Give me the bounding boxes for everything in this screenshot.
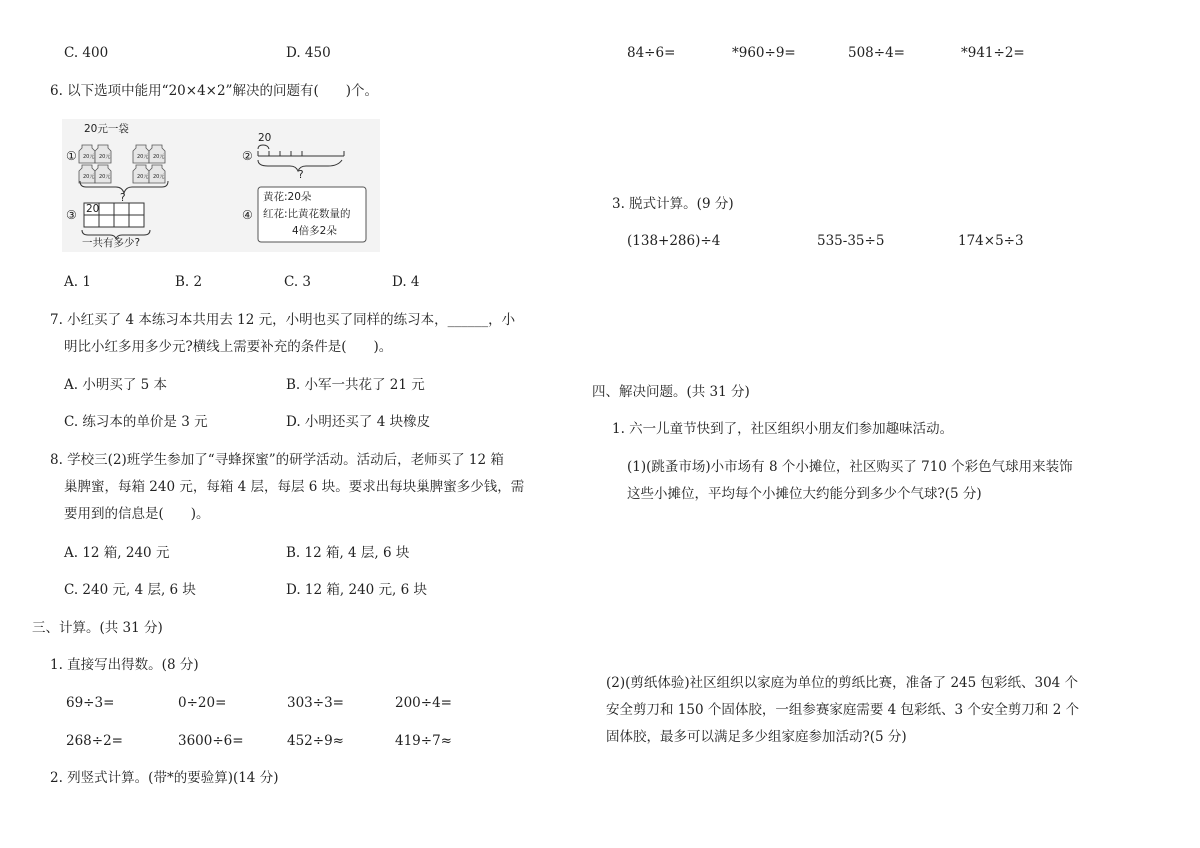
q8-option-a: A. 12 箱, 240 元	[64, 545, 170, 561]
q8-option-d: D. 12 箱, 240 元, 6 块	[286, 582, 427, 598]
box-line-2: 红花:比黄花数量的	[263, 208, 351, 220]
segment-line	[258, 145, 344, 171]
box-line-1: 黄花:20朵	[263, 191, 312, 203]
calc-sub-3: 3. 脱式计算。(9 分)	[612, 196, 734, 212]
section-3-title: 三、计算。(共 31 分)	[32, 620, 163, 636]
label-4: ④	[242, 208, 253, 222]
segment-question: ?	[298, 169, 304, 181]
label-3: ③	[66, 208, 77, 222]
step-calc-item: (138+286)÷4	[627, 233, 721, 249]
q7-line-2: 明比小红多用多少元?横线上需要补充的条件是( )。	[64, 339, 393, 355]
bag-text: 20元	[83, 174, 95, 180]
q6-option-d: D. 4	[392, 274, 420, 290]
bag-text: 20元	[137, 154, 149, 160]
calc-item: 69÷3=	[66, 695, 115, 711]
vertical-calc-item: 508÷4=	[848, 45, 905, 61]
q8-line-2: 巢脾蜜，每箱 240 元，每箱 4 层，每层 6 块。要求出每块巢脾蜜多少钱，需	[64, 479, 525, 495]
q8-line-3: 要用到的信息是( )。	[64, 506, 210, 522]
q5-option-d: D. 450	[286, 45, 331, 61]
q7-option-c: C. 练习本的单价是 3 元	[64, 414, 208, 430]
bag-text: 20元	[137, 174, 149, 180]
q8-line-1: 8. 学校三(2)班学生参加了“寻蜂探蜜”的研学活动。活动后，老师买了 12 箱	[50, 452, 504, 468]
calc-sub-1: 1. 直接写出得数。(8 分)	[50, 657, 199, 673]
vertical-calc-item: 84÷6=	[627, 45, 676, 61]
step-calc-item: 174×5÷3	[958, 233, 1024, 249]
q6-stem: 6. 以下选项中能用“20×4×2”解决的问题有( )个。	[50, 83, 378, 99]
problem-1-part-1-line-2: 这些小摊位，平均每个小摊位大约能分到多少个气球?(5 分)	[627, 486, 982, 502]
grid-caption: 一共有多少?	[82, 237, 141, 249]
q6-option-b: B. 2	[175, 274, 203, 290]
section-4-title: 四、解决问题。(共 31 分)	[592, 384, 750, 400]
q6-option-a: A. 1	[64, 274, 91, 290]
problem-1-part-2-line-1: (2)(剪纸体验)社区组织以家庭为单位的剪纸比赛，准备了 245 包彩纸、304 个	[606, 675, 1079, 691]
q7-option-d: D. 小明还买了 4 块橡皮	[286, 414, 431, 430]
q8-option-c: C. 240 元, 4 层, 6 块	[64, 582, 196, 598]
vertical-calc-item: *960÷9=	[732, 45, 796, 61]
bags-question: ?	[120, 192, 126, 204]
bags-title: 20元一袋	[84, 123, 129, 135]
bag-text: 20元	[153, 154, 165, 160]
grid-number: 20	[86, 203, 100, 215]
problem-1-part-2-line-3: 固体胶，最多可以满足多少组家庭参加活动?(5 分)	[606, 729, 907, 745]
problem-1-part-2-line-2: 安全剪刀和 150 个固体胶，一组参赛家庭需要 4 包彩纸、3 个安全剪刀和 2 个	[606, 702, 1080, 718]
calc-item: 200÷4=	[395, 695, 452, 711]
calc-item: 419÷7≈	[395, 733, 452, 749]
label-1: ①	[66, 149, 77, 163]
calc-item: 268÷2=	[66, 733, 123, 749]
vertical-calc-item: *941÷2=	[961, 45, 1025, 61]
bag-text: 20元	[83, 154, 95, 160]
segment-number: 20	[258, 132, 272, 144]
bag-text: 20元	[99, 174, 111, 180]
problem-1-intro: 1. 六一儿童节快到了，社区组织小朋友们参加趣味活动。	[612, 421, 954, 437]
calc-item: 452÷9≈	[287, 733, 344, 749]
calc-item: 3600÷6=	[178, 733, 244, 749]
q8-option-b: B. 12 箱, 4 层, 6 块	[286, 545, 410, 561]
box-line-3: 4倍多2朵	[292, 225, 337, 237]
q6-figure	[62, 119, 380, 252]
label-2: ②	[242, 149, 253, 163]
q5-option-c: C. 400	[64, 45, 109, 61]
calc-sub-2: 2. 列竖式计算。(带*的要验算)(14 分)	[50, 770, 279, 786]
q7-option-a: A. 小明买了 5 本	[64, 377, 168, 393]
bag-text: 20元	[99, 154, 111, 160]
q7-line-1: 7. 小红买了 4 本练习本共用去 12 元，小明也买了同样的练习本，______，小	[50, 312, 516, 328]
bag-text: 20元	[153, 174, 165, 180]
q6-option-c: C. 3	[284, 274, 312, 290]
step-calc-item: 535-35÷5	[817, 233, 885, 249]
problem-1-part-1-line-1: (1)(跳蚤市场)小市场有 8 个小摊位，社区购买了 710 个彩色气球用来装饰	[627, 459, 1073, 475]
calc-item: 303÷3=	[287, 695, 344, 711]
q7-option-b: B. 小军一共花了 21 元	[286, 377, 425, 393]
calc-item: 0÷20=	[178, 695, 227, 711]
